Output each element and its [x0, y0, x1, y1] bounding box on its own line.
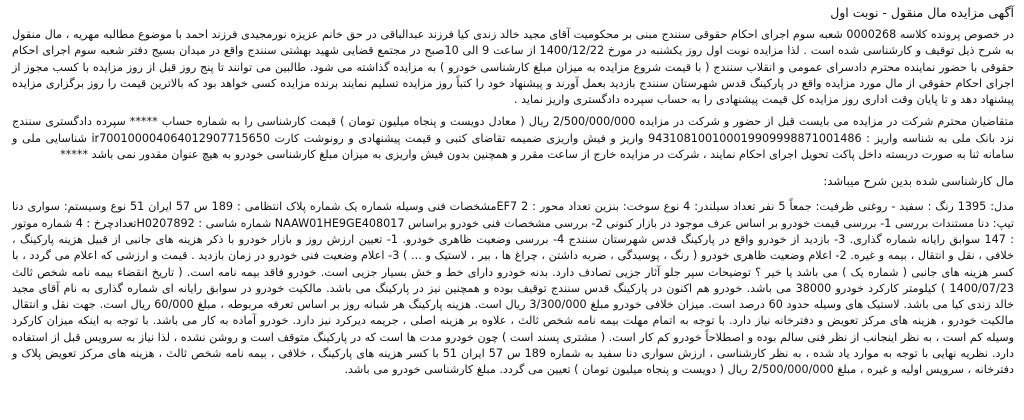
notice-paragraph-participation-terms: متقاضیان محترم شرکت در مزایده می بایست قبل از حضور و شرکت در مزایده 2/500/000/000 ریال ( معادل دویست و پنجاه میلیون تومان ) قیمت کارشناسی را به شماره حساب ***** سپرده دادگستری سنندج نزد بانک ملی به شناسه واریز : 943108100100019909998871001486 واریز و فیش واریزی ضمیمه تقاضای کتبی و قیمت پیشنهادی و رونوشت کارت ir700100004064012907715650 شناسایی ملی و سامانه ثنا به صورت دربسته داخل پاکت تحویل اجرای احکام نمایند ، شرکت در مزایده خارج از ساعت مقرر و همچنین بدون فیش واریزی به میزان مبلغ کارشناسی خودرو به هیچ عنوان مقدور نمی باشد *****: [12, 115, 1015, 162]
notice-paragraph-case-details: در خصوص پرونده کلاسه 0000268 شعبه سوم اجرای احکام حقوقی سنندج مبنی بر محکومیت آقای مجید خالد زندی کیا فرزند عبدالباقی در حق خانم عزیزه نورمجیدی فرزند احمد با موضوع مطالبه مهریه ، مال منقول به شرح ذیل توقیف و کارشناسی شده است . لذا مزایده نوبت اول روز یکشنبه در مورخ 1400/12/22 از ساعت 9 الی 10صبح در مجتمع قضایی شهید بهشتی سنندج واقع در میدان بسیج دفتر شعبه سوم اجرای احکام حقوقی با حضور نماینده محترم دادسرای عمومی و انقلاب سنندج ( با قیمت شروع مزایده به میزان مبلغ کارشناسی خودرو ) به مزایده گذاشته می شود. طالبین می توانند تا پنج روز قبل از روز مزایده با کسب مجوز از اجرای احکام حقوقی از مال مورد مزایده واقع در پارکینگ قدس شهرستان سنندج بازدید بعمل آورند و پیشنهاد خود را کتباً روز مزایده تسلیم نمایند برنده مزایده کسی خواهد بود که بالاترین قیمت را روز برگزاری مزایده پیشنهاد دهد و تا پایان وقت اداری روز مزایده کل قیمت پیشنهادی را به حساب سپرده دادگستری واریز نماید .: [12, 28, 1014, 107]
notice-title: آگهی مزایده مال منقول - نوبت اول: [830, 5, 1014, 20]
notice-paragraph-vehicle-appraisal: مدل: 1395 رنگ : سفید - روغنی ظرفیت: جمعاً 5 نفر تعداد سیلندر: 4 نوع سوخت: بنزین تعداد محور : 2 EF7مشخصات فنی وسیله شماره یک شماره پلاک انتظامی : 189 س 57 ایران 51 نوع وسیستم: سواری دنا تیپ: دنا مستندات بررسی 1- بررسی قیمت خودرو بر اساس عرف موجود در بازار کنونی 2- بررسی مشخصات فنی خودرو براساس NAAW01HE9GE408017 شماره شاسی : H0207892تعدادچرخ : 4 شماره موتور : 147 سوابق رایانه شماره گذاری. 3- بازدید از خودرو واقع در پارکینگ قدس شهرستان سنندج 4- بررسی وضعیت ظاهری خودرو. 1- تعیین ارزش روز و بازار خودرو با ذکر هزینه های جانبی از قبیل هزینه پارکینگ ، خلافی ، نقل و انتقال ، بیمه و غیره. 2- اعلام وضعیت ظاهری خودرو ( رنگ ، پوسیدگی ، ضربه داشتن ، چراغ ها ، بیر ، لاستیک و ... ) 3- اعلام وضعیت فنی خودرو در زمان بازدید . قیمت و ارزشی که اعلام می گردد ، با کسر هزینه های جانبی ( شماره یک ) می باشد یا خیر ؟ توضیحات سپر جلو آثار جزیی تصادف دارد. بدنه خودرو دارای خط و خش بسیار جزیی است. خودرو فاقد بیمه نامه است. ( تاریخ انقضاء بیمه نامه شخص ثالث 1400/07/23 ) کیلومتر کارکرد خودرو 38000 می باشد. خودرو هم اکنون در پارکینگ قدس سنندج توقیف بوده و همچنین نیز در پارکینگ می باشد. مالکیت خودرو در سوابق رایانه ای شماره گذاری به نام آقای مجید خالد زندی کیا می باشد. لاستیک های وسیله حدود 60 درصد است. میزان خلافی خودرو مبلغ 3/300/000 ریال است. هزینه پارکینگ هر شبانه روز بر اساس تعرفه مربوطه ، مبلغ 60/000 ریال است. جهت نقل و انتقال مالکیت خودرو ، هزینه های مرکز تعویض و دفترخانه نیاز دارد. با توجه به اتمام مهلت بیمه نامه شخص ثالث ، علاوه بر هزینه اصلی ، جریمه دیرکرد نیز دارد. خودرو آماده به کار می باشد. با توجه به اینکه میزان کارکرد وسیله کم است ، به نظر اینجانب از نظر فنی سالم بوده و اصطلاحاً خودرو کم کار است. ( مشتری پسند است ) چون خودرو مدت ها است که در پارکینگ متوقف است و روشن نشده ، لذا نیاز به سرویس قبل از استفاده دارد. نظریه نهایی با توجه به موارد یاد شده ، به نظر کارشناسی ، ارزش سواری دنا سفید به شماره 189 س 57 ایران 51 با کسر هزینه های پارکینگ ، خلافی ، بیمه نامه شخص ثالث ، هزینه های مرکز تعویض پلاک و دفترخانه ، سرویس اولیه و غیره ، مبلغ 2/500/000/000 ریال ( دویست و پنجاه میلیون تومان ) تعیین می گردد. مبلغ کارشناسی خودرو می باشد.: [12, 200, 1015, 377]
section-heading: مال کارشناسی شده بدین شرح میباشد:: [823, 174, 1014, 189]
